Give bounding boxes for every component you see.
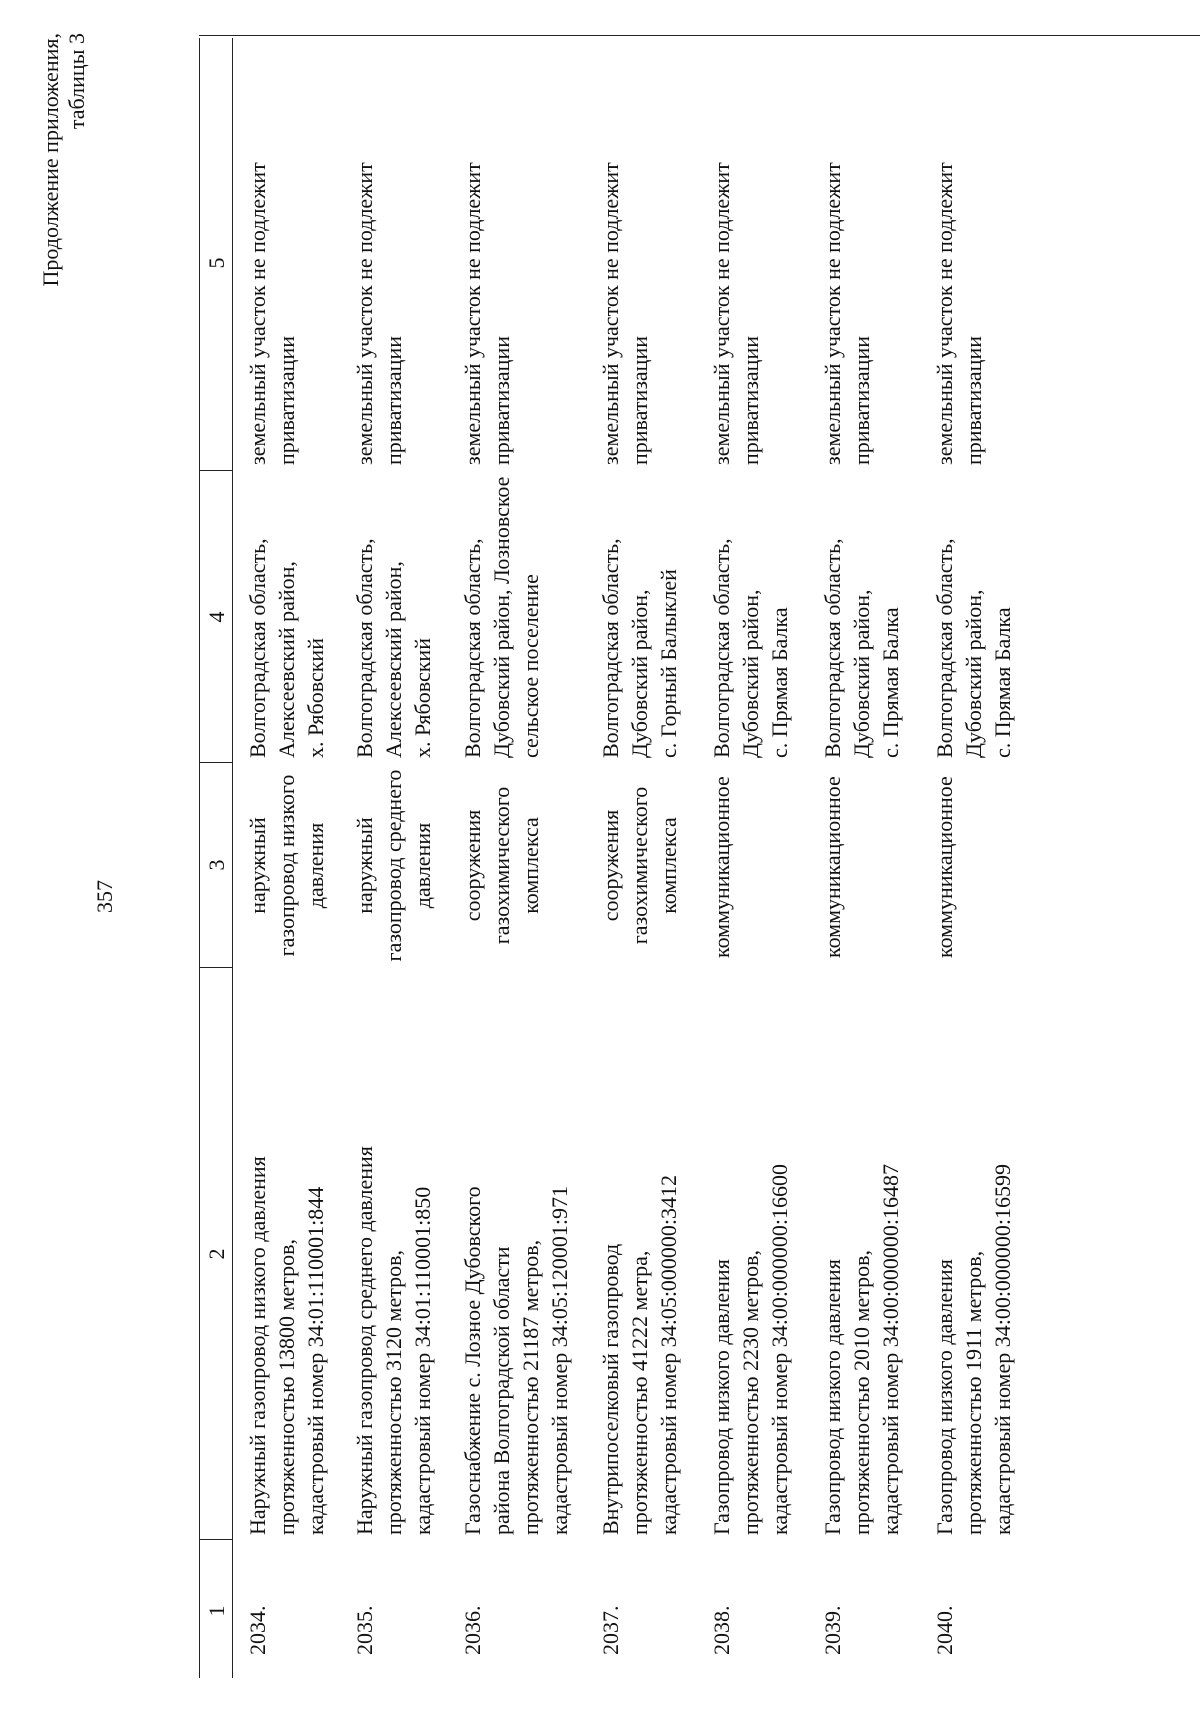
row-name: Газоснабжение с. Лозное Дубовского района Волгоградской области протяженностью 21187 метров, кадастровый номер 34:05:120001:971 bbox=[460, 1185, 572, 1535]
row-number: 2034. bbox=[245, 1605, 270, 1655]
header-col-5: 5 bbox=[204, 257, 229, 269]
row-location: Волгоградская область, Дубовский район, с. Прямая Балка bbox=[709, 538, 792, 758]
row-number: 2035. bbox=[352, 1605, 377, 1655]
row-number: 2037. bbox=[598, 1605, 623, 1655]
row-type: коммуникационное bbox=[709, 776, 734, 958]
header-divider-3 bbox=[199, 762, 232, 763]
row-location: Волгоградская область, Дубовский район, с. Горный Балыклей bbox=[598, 538, 681, 758]
row-type: сооружения газохимического комплекса bbox=[598, 786, 681, 945]
page-number: 357 bbox=[92, 880, 117, 913]
header-col-3: 3 bbox=[204, 859, 229, 871]
row-number: 2039. bbox=[820, 1605, 845, 1655]
row-number: 2040. bbox=[932, 1605, 957, 1655]
row-note: земельный участок не подлежит приватизации bbox=[932, 162, 986, 465]
header-bottom-rule bbox=[232, 38, 233, 1678]
table-top-rule bbox=[199, 38, 200, 1678]
row-name: Внутрипоселковый газопровод протяженностью 41222 метра, кадастровый номер 34:05:000000:3412 bbox=[598, 1174, 681, 1535]
row-type: сооружения газохимического комплекса bbox=[460, 786, 543, 945]
row-type: коммуникационное bbox=[932, 776, 957, 958]
row-location: Волгоградская область, Алексеевский район, х. Рябовский bbox=[245, 538, 328, 758]
continuation-line-1: Продолжение приложения, bbox=[38, 33, 63, 287]
row-note: земельный участок не подлежит приватизации bbox=[460, 162, 514, 465]
row-name: Наружный газопровод низкого давления протяженностью 13800 метров, кадастровый номер 34:01:110001:844 bbox=[245, 1156, 328, 1535]
continuation-note bbox=[38, 33, 90, 333]
header-col-1: 1 bbox=[204, 1605, 229, 1617]
continuation-line-2: таблицы 3 bbox=[64, 33, 89, 130]
row-number: 2036. bbox=[460, 1605, 485, 1655]
header-divider-4 bbox=[199, 470, 232, 471]
header-col-4: 4 bbox=[204, 611, 229, 623]
row-type: наружный газопровод среднего давления bbox=[352, 769, 435, 962]
row-type: коммуникационное bbox=[820, 776, 845, 958]
header-col-2: 2 bbox=[204, 1248, 229, 1260]
row-location: Волгоградская область, Дубовский район, Лозновское сельское поселение bbox=[460, 476, 543, 758]
row-location: Волгоградская область, Дубовский район, с. Прямая Балка bbox=[932, 538, 1015, 758]
row-note: земельный участок не подлежит приватизации bbox=[820, 162, 874, 465]
header-divider-2 bbox=[199, 967, 232, 968]
row-note: земельный участок не подлежит приватизации bbox=[598, 162, 652, 465]
row-location: Волгоградская область, Дубовский район, с. Прямая Балка bbox=[820, 538, 903, 758]
row-note: земельный участок не подлежит приватизации bbox=[245, 162, 299, 465]
row-type: наружный газопровод низкого давления bbox=[245, 774, 328, 957]
row-note: земельный участок не подлежит приватизации bbox=[352, 162, 406, 465]
header-divider-1 bbox=[199, 1539, 232, 1540]
row-name: Газопровод низкого давления протяженностью 2230 метров, кадастровый номер 34:00:000000:16600 bbox=[709, 1163, 792, 1535]
row-name: Газопровод низкого давления протяженностью 1911 метров, кадастровый номер 34:00:000000:16599 bbox=[932, 1163, 1015, 1535]
row-number: 2038. bbox=[709, 1605, 734, 1655]
table-right-rule bbox=[199, 35, 1200, 36]
row-name: Наружный газопровод среднего давления протяженностью 3120 метров, кадастровый номер 34:01:110001:850 bbox=[352, 1146, 435, 1535]
row-note: земельный участок не подлежит приватизации bbox=[709, 162, 763, 465]
row-location: Волгоградская область, Алексеевский район, х. Рябовский bbox=[352, 538, 435, 758]
row-name: Газопровод низкого давления протяженностью 2010 метров, кадастровый номер 34:00:000000:16487 bbox=[820, 1163, 903, 1535]
